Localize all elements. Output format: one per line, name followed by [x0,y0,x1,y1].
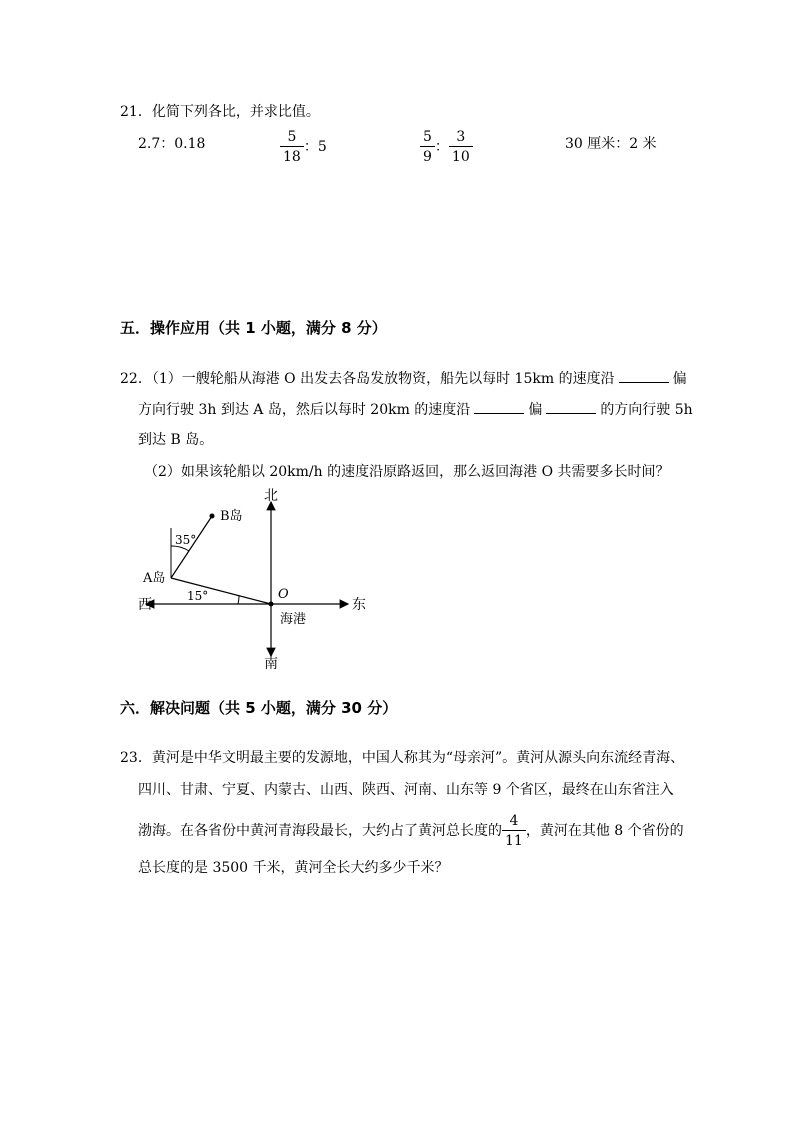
answer-blank[interactable] [619,368,669,383]
denominator: 10 [451,149,470,165]
direction-diagram [130,484,380,674]
west-label: 西 [138,597,152,613]
route-a-to-b [171,516,212,578]
q22-line-4: （2）如果该轮船以 20km/h 的速度沿原路返回，那么返回海港 O 共需要多长时间？ [144,464,670,480]
east-label: 东 [352,597,366,613]
q22-text: 方向行驶 3h 到达 A 岛，然后以每时 20km 的速度沿 [138,402,471,418]
answer-blank[interactable] [474,399,524,414]
angle-a-label: 35° [175,533,197,547]
q23-line-1: 23．黄河是中华文明最主要的发源地，中国人称其为“母亲河”。黄河从源头向东流经青海、 [120,750,685,766]
numerator: 5 [420,130,435,147]
angle-arc-o [238,595,239,604]
fraction [280,130,304,164]
q22-text: 的方向行驶 5h [600,402,693,418]
fraction [502,814,526,848]
north-label: 北 [264,488,278,504]
angle-o-label: 15° [187,589,209,603]
q22-text: 偏 [672,371,687,387]
q21-item-3 [420,130,473,164]
island-b-label: B岛 [220,509,243,524]
q21-item-1: 2.7：0.18 [138,136,206,152]
south-label: 南 [264,656,278,672]
q22-line-2 [138,399,693,420]
route-o-to-a [171,578,271,604]
q22-line-1 [120,368,687,389]
q21-prompt: 21．化简下列各比，并求比值。 [120,104,320,120]
origin-label: O [278,587,289,602]
q21-item-2 [280,130,327,164]
denominator: 9 [423,149,432,165]
port-label: 海港 [280,612,307,627]
numerator: 4 [502,814,526,831]
island-b-point [210,514,215,519]
denominator: 18 [283,149,301,165]
section-6-title: 六．解决问题（共 5 小题，满分 30 分） [120,699,398,717]
ratio-separator: ： [434,139,449,155]
section-5-title: 五．操作应用（共 1 小题，满分 8 分） [120,319,387,337]
island-a-label: A岛 [143,571,166,586]
q23-line-3 [138,811,684,851]
fraction [449,130,473,164]
numerator: 5 [280,130,304,147]
q22-line-3: 到达 B 岛。 [138,432,214,448]
denominator: 11 [505,833,523,849]
answer-blank[interactable] [546,399,596,414]
q22-text: 22．（1）一艘轮船从海港 O 出发去各岛发放物资，船先以每时 15km 的速度沿 [120,371,615,387]
numerator: 3 [449,130,473,147]
fraction [420,130,435,164]
q21-item-4: 30 厘米：2 米 [565,136,657,152]
q22-text: 偏 [528,402,543,418]
q23-text: 渤海。在各省份中黄河青海段最长，大约占了黄河总长度的 [138,823,502,839]
ratio-rest: ：5 [303,139,327,155]
q23-line-4: 总长度的是 3500 千米，黄河全长大约多少千米？ [138,860,449,876]
q23-line-2: 四川、甘肃、宁夏、内蒙古、山西、陕西、河南、山东等 9 个省区，最终在山东省注入 [138,782,674,798]
origin-point [269,602,274,607]
q23-text: ，黄河在其他 8 个省份的 [525,823,684,839]
